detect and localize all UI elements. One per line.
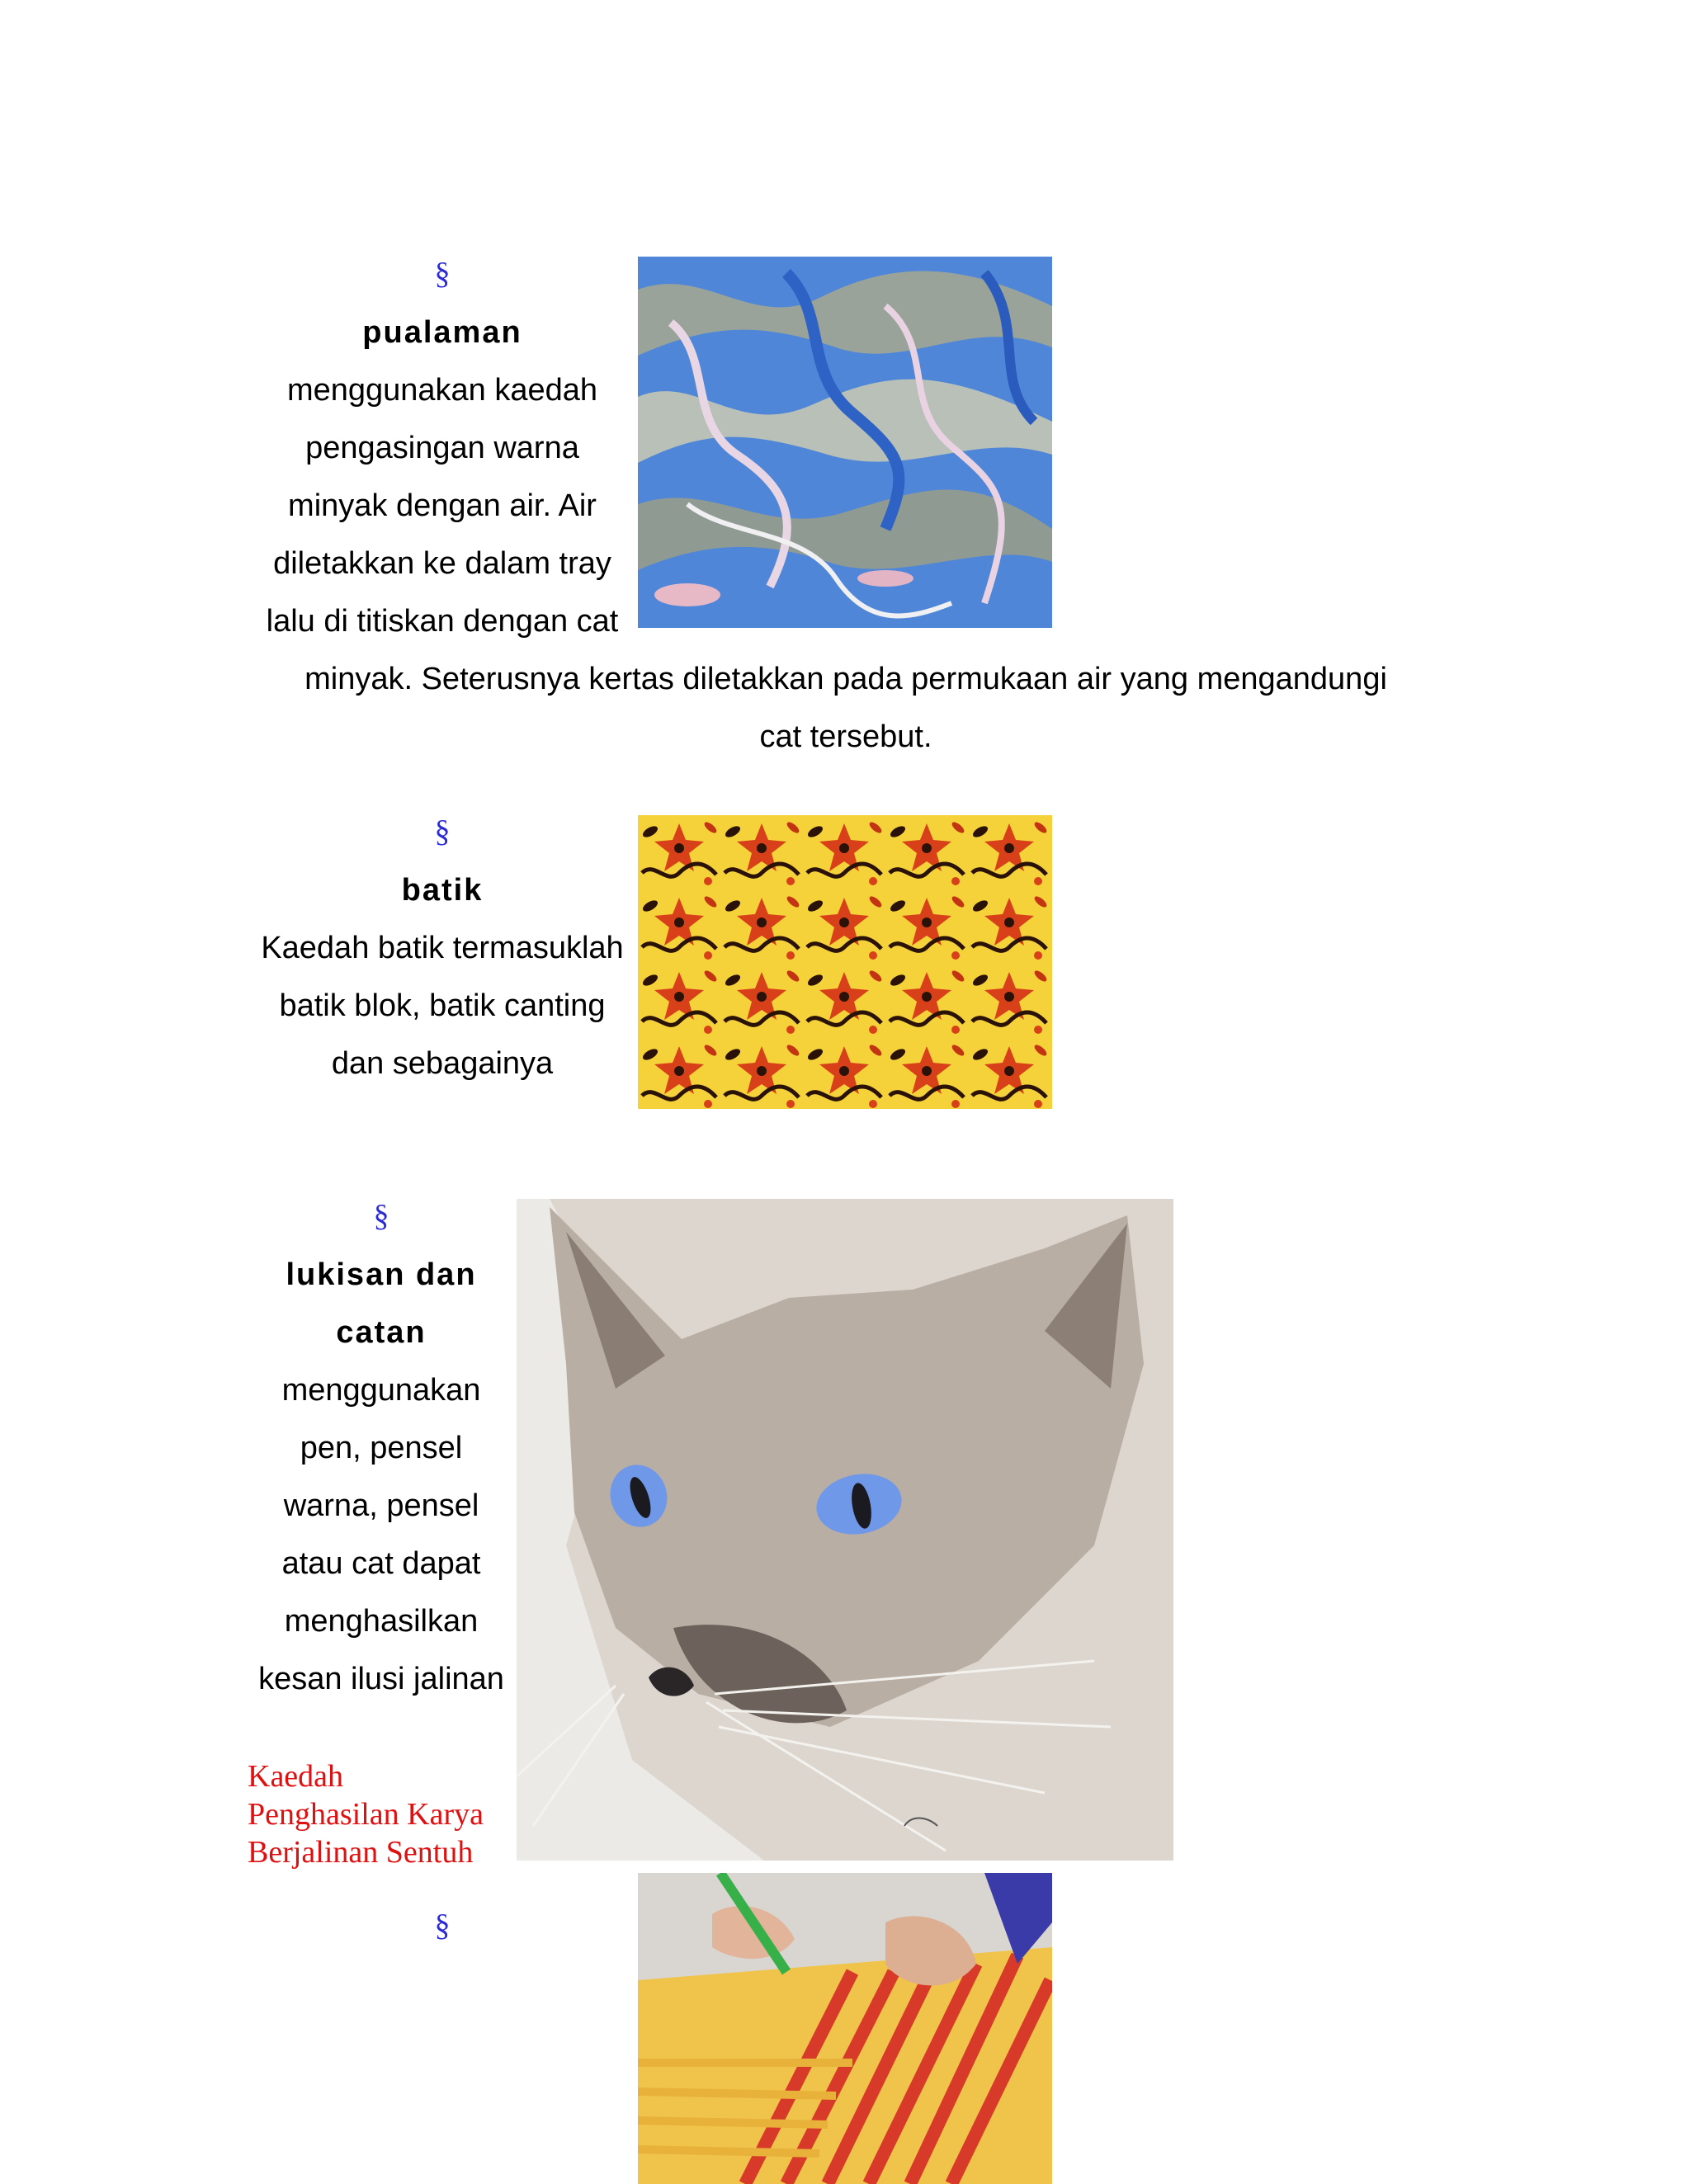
method-heading bbox=[248, 1757, 520, 1871]
section-text-pualaman-wide bbox=[248, 650, 1444, 766]
bullet-marker: § bbox=[434, 257, 451, 291]
text-line: minyak dengan air. Air bbox=[288, 488, 597, 523]
marbled-paint-image bbox=[638, 257, 1052, 628]
section-title-pualaman: pualaman bbox=[362, 315, 522, 350]
text-line: menggunakan bbox=[281, 1373, 481, 1408]
section-title-batik: batik bbox=[401, 873, 484, 908]
text-line: dan sebagainya bbox=[331, 1046, 554, 1081]
text-line: menghasilkan bbox=[284, 1604, 479, 1639]
section-text-batik bbox=[236, 919, 649, 1092]
text-line: cat tersebut. bbox=[759, 719, 932, 754]
text-line: Kaedah batik termasuklah bbox=[261, 931, 624, 965]
text-line: pen, pensel bbox=[300, 1431, 463, 1465]
bullet-marker: § bbox=[373, 1199, 389, 1234]
text-line: batik blok, batik canting bbox=[279, 988, 606, 1023]
section-title-lukisan bbox=[216, 1246, 546, 1361]
text-line: lalu di titiskan dengan cat bbox=[266, 604, 619, 639]
text-line: minyak. Seterusnya kertas diletakkan pada permukaan air yang mengandungi bbox=[304, 662, 1387, 696]
text-line: kesan ilusi jalinan bbox=[258, 1662, 504, 1696]
text-line: pengasingan warna bbox=[305, 431, 579, 465]
heading-line: Kaedah bbox=[248, 1759, 344, 1794]
heading-line: Berjalinan Sentuh bbox=[248, 1835, 474, 1870]
text-line: atau cat dapat bbox=[281, 1546, 481, 1581]
section-text-pualaman bbox=[236, 361, 649, 650]
cat-drawing-image bbox=[517, 1199, 1173, 1861]
title-line: lukisan dan bbox=[286, 1257, 477, 1292]
section-text-lukisan bbox=[216, 1361, 546, 1708]
weaving-image bbox=[638, 1873, 1052, 2184]
text-line: warna, pensel bbox=[283, 1488, 479, 1523]
heading-line: Penghasilan Karya bbox=[248, 1797, 484, 1832]
bullet-marker: § bbox=[434, 814, 451, 849]
text-line: diletakkan ke dalam tray bbox=[273, 546, 611, 581]
batik-pattern-image bbox=[638, 815, 1052, 1109]
title-line: catan bbox=[336, 1315, 427, 1350]
text-line: menggunakan kaedah bbox=[286, 373, 598, 408]
bullet-marker: § bbox=[434, 1908, 451, 1943]
